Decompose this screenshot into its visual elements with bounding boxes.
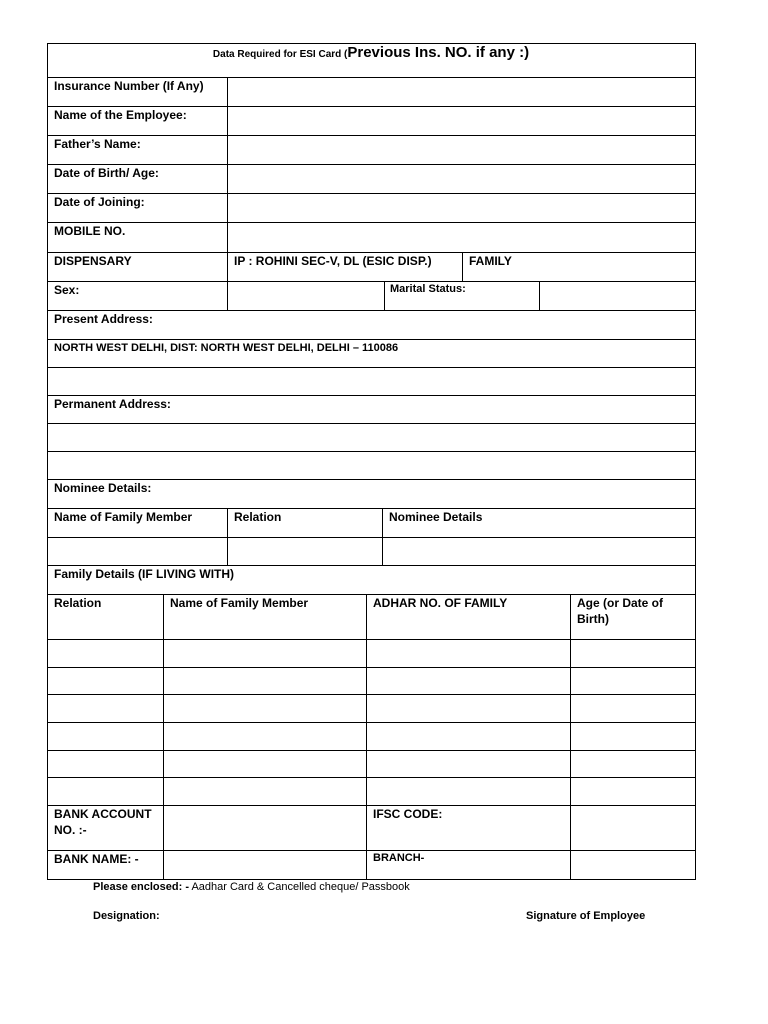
family-header-member-name: Name of Family Member xyxy=(170,596,309,610)
bank-name-field[interactable] xyxy=(164,851,366,879)
dispensary-label: DISPENSARY xyxy=(54,254,132,268)
branch-field[interactable] xyxy=(571,851,695,879)
family-header-age: Age (or Date of Birth) xyxy=(577,596,664,626)
nominee-header-details: Nominee Details xyxy=(389,510,483,524)
family-label: FAMILY xyxy=(469,254,512,268)
enclosed-label: Please enclosed: - xyxy=(93,881,189,893)
dispensary-value: IP : ROHINI SEC-V, DL (ESIC DISP.) xyxy=(234,254,432,268)
dob-age-field[interactable] xyxy=(228,165,695,193)
dob-age-label: Date of Birth/ Age: xyxy=(54,166,159,180)
nominee-relation-field[interactable] xyxy=(228,538,382,565)
present-address-label: Present Address: xyxy=(54,312,153,326)
bank-account-field[interactable] xyxy=(164,806,366,850)
permanent-address-line-1-field[interactable] xyxy=(48,424,695,451)
family-row[interactable] xyxy=(48,778,695,805)
family-row[interactable] xyxy=(48,668,695,694)
doj-label: Date of Joining: xyxy=(54,195,145,209)
permanent-address-label: Permanent Address: xyxy=(54,397,171,411)
enclosed-value: Aadhar Card & Cancelled cheque/ Passbook xyxy=(191,881,410,893)
sex-label: Sex: xyxy=(54,283,80,297)
nominee-name-field[interactable] xyxy=(48,538,227,565)
nominee-details-label: Nominee Details: xyxy=(54,481,152,495)
family-header-adhar-no: ADHAR NO. OF FAMILY xyxy=(373,596,508,610)
doj-field[interactable] xyxy=(228,194,695,222)
branch-label: BRANCH- xyxy=(373,852,425,864)
form-title-emphasis: Previous Ins. NO. if any :) xyxy=(347,44,530,61)
ifsc-label: IFSC CODE: xyxy=(373,807,443,821)
employee-name-field[interactable] xyxy=(228,107,695,135)
family-row[interactable] xyxy=(48,723,695,750)
nominee-header-relation: Relation xyxy=(234,510,282,524)
mobile-field[interactable] xyxy=(228,223,695,252)
father-name-field[interactable] xyxy=(228,136,695,164)
father-name-label: Father’s Name: xyxy=(54,137,141,151)
nominee-header-name: Name of Family Member xyxy=(54,510,193,524)
designation-label: Designation: xyxy=(93,910,160,922)
permanent-address-line-2-field[interactable] xyxy=(48,452,695,479)
bank-name-label: BANK NAME: - xyxy=(54,852,139,866)
mobile-label: MOBILE NO. xyxy=(54,224,126,238)
marital-status-field[interactable] xyxy=(540,282,695,310)
employee-name-label: Name of the Employee: xyxy=(54,108,187,122)
insurance-number-field[interactable] xyxy=(228,78,695,106)
enclosed-note xyxy=(93,881,410,893)
family-row[interactable] xyxy=(48,751,695,777)
bank-account-label: BANK ACCOUNT NO. :- xyxy=(54,807,152,837)
family-row[interactable] xyxy=(48,695,695,722)
marital-status-label: Marital Status: xyxy=(390,283,466,295)
family-header-relation: Relation xyxy=(54,596,102,610)
sex-field[interactable] xyxy=(228,282,384,310)
nominee-details-field[interactable] xyxy=(383,538,695,565)
present-address-value: NORTH WEST DELHI, DIST: NORTH WEST DELHI, DELHI – 110086 xyxy=(54,342,399,354)
present-address-line-field[interactable] xyxy=(48,368,695,395)
insurance-number-label: Insurance Number (If Any) xyxy=(54,79,204,93)
signature-label: Signature of Employee xyxy=(526,910,646,922)
family-row[interactable] xyxy=(48,640,695,667)
family-details-label: Family Details (IF LIVING WITH) xyxy=(54,567,235,581)
form-title xyxy=(47,44,695,61)
form-title-prefix: Data Required for ESI Card ( xyxy=(212,49,348,60)
ifsc-field[interactable] xyxy=(571,806,695,850)
